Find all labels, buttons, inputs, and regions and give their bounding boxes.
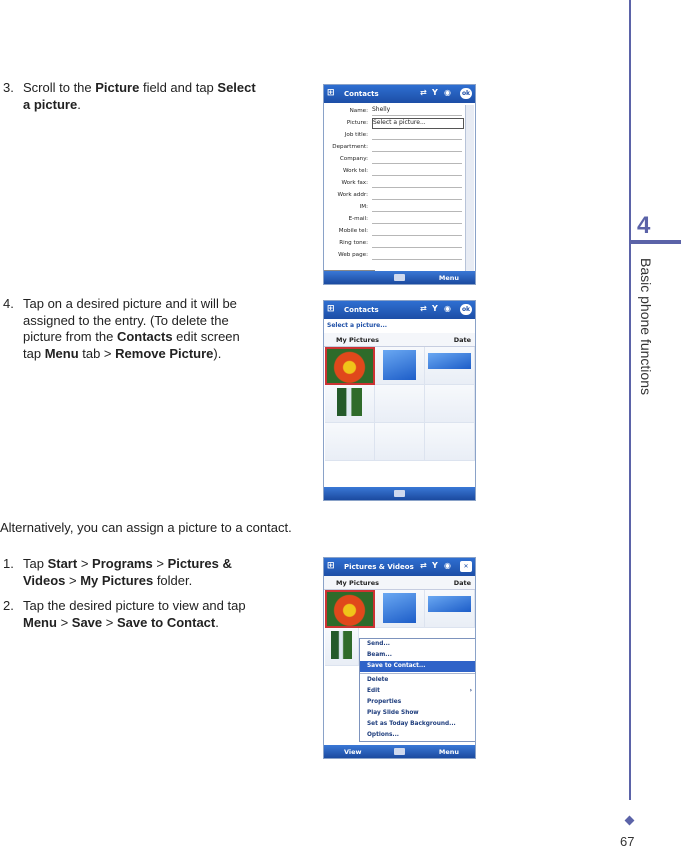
diamond-icon: [625, 816, 635, 826]
menu-item-properties[interactable]: Properties: [367, 699, 402, 705]
step-line: [23, 329, 240, 346]
step-text: assigned to the entry. (To delete the: [23, 312, 229, 328]
menu-item-slideshow[interactable]: Play Slide Show: [367, 710, 419, 716]
chapter-number: 4: [637, 212, 651, 239]
field-input[interactable]: [372, 190, 462, 200]
screen-title: Pictures & Videos: [344, 563, 414, 571]
contact-field-row: [324, 237, 465, 249]
field-label: Mobile tel:: [338, 228, 368, 234]
field-input[interactable]: [372, 166, 462, 176]
thumbnail-blue[interactable]: [375, 347, 425, 385]
thumbnail-blue[interactable]: [375, 590, 425, 628]
step-text: picture from the: [23, 329, 117, 344]
select-picture-link[interactable]: Select a picture...: [327, 322, 388, 329]
contacts-edit-screenshot: [323, 84, 476, 285]
step-text: >: [56, 614, 72, 630]
field-input[interactable]: Select a picture...: [372, 118, 464, 129]
contact-field-row: [324, 201, 465, 213]
step-number: 2.: [3, 598, 14, 613]
thumbnail-flower[interactable]: [325, 347, 375, 385]
contact-field-row: [324, 129, 465, 141]
thumbnail-blue[interactable]: [425, 590, 475, 628]
step-bold-text: Start: [47, 556, 78, 571]
step-bold-text: Programs: [92, 556, 153, 571]
field-label: Web page:: [338, 252, 368, 258]
step-number: 4.: [3, 296, 14, 311]
step-line: [23, 598, 246, 615]
chapter-title: Basic phone functions: [638, 258, 654, 395]
field-input[interactable]: [372, 238, 462, 248]
empty-cell: [425, 385, 475, 423]
field-label: IM:: [359, 204, 368, 210]
folder-dropdown-row: [324, 333, 475, 347]
field-label: E-mail:: [348, 216, 368, 222]
step-text: edit screen: [172, 329, 240, 344]
select-picture-screenshot: [323, 300, 476, 501]
menu-item-set-background[interactable]: Set as Today Background...: [367, 721, 456, 727]
alternatively-text: Alternatively, you can assign a picture to a contact.: [0, 520, 292, 535]
windows-logo-icon: ⊞: [327, 88, 335, 98]
step-line: [23, 80, 256, 97]
pictures-videos-screenshot: [323, 557, 476, 759]
menu-item-beam[interactable]: Beam...: [367, 652, 392, 658]
menu-item-edit[interactable]: [360, 686, 476, 697]
signal-icon: Y: [432, 561, 438, 570]
step-text: tap: [23, 345, 45, 361]
step-text: field and tap: [139, 80, 218, 95]
step-number: 1.: [3, 556, 14, 571]
context-menu: [359, 638, 476, 742]
step-line: [23, 615, 246, 632]
windows-logo-icon: ⊞: [327, 304, 335, 314]
field-input[interactable]: [372, 202, 462, 212]
menu-divider: [360, 673, 476, 674]
screen-title: Contacts: [344, 90, 379, 98]
title-bar: [324, 85, 475, 103]
field-input[interactable]: [372, 214, 462, 224]
field-input[interactable]: [372, 154, 462, 164]
command-bar: [324, 745, 475, 758]
step-bold-text: a picture: [23, 96, 78, 112]
step-text: >: [65, 572, 81, 588]
contact-field-row: [324, 177, 465, 189]
step-text: Scroll to the: [23, 80, 96, 95]
field-input[interactable]: [372, 130, 462, 140]
thumbnail-blue[interactable]: [425, 347, 475, 385]
step-bold-text: Pictures &: [167, 556, 232, 571]
step-text: >: [152, 556, 168, 571]
empty-cell: [375, 385, 425, 423]
connectivity-icon: ⇄: [420, 88, 427, 97]
empty-cell: [375, 423, 425, 461]
step-bold-text: Picture: [95, 80, 140, 95]
menu-item-options[interactable]: Options...: [367, 732, 400, 738]
step-text: ).: [213, 345, 222, 361]
empty-cell: [325, 423, 375, 461]
view-softkey[interactable]: View: [344, 748, 362, 756]
contact-field-row: [324, 213, 465, 225]
step-line: [23, 296, 240, 313]
field-label: Ring tone:: [339, 240, 368, 246]
step-bold-text: Contacts: [116, 329, 173, 344]
contact-field-row: [324, 117, 465, 129]
contact-field-row: [324, 153, 465, 165]
menu-item-send[interactable]: Send...: [367, 641, 390, 647]
empty-cell: [425, 423, 475, 461]
keyboard-icon[interactable]: [394, 274, 405, 281]
menu-item-delete[interactable]: Delete: [367, 677, 389, 683]
menu-softkey[interactable]: Menu: [438, 274, 459, 282]
menu-item-save-to-contact[interactable]: Save to Contact...: [360, 661, 476, 672]
sort-dropdown[interactable]: Date: [453, 579, 471, 587]
field-input[interactable]: [372, 250, 462, 260]
step-bold-text: Menu: [44, 345, 79, 361]
field-label: Company:: [339, 156, 368, 162]
field-label: Picture:: [346, 120, 368, 126]
step-line: [23, 573, 232, 590]
submenu-arrow-icon: ›: [469, 688, 472, 694]
contact-field-row: [324, 165, 465, 177]
volume-icon: ◉: [444, 304, 451, 313]
chapter-bar: [629, 240, 681, 244]
field-input[interactable]: [372, 142, 462, 152]
step-text: folder.: [153, 572, 193, 588]
menu-softkey[interactable]: Menu: [438, 748, 459, 756]
step-bold-text: Remove Picture: [115, 345, 214, 361]
ok-button[interactable]: ok: [461, 90, 471, 97]
menu-item-edit-label: Edit: [367, 688, 380, 694]
command-bar: [324, 487, 475, 500]
thumbnail-waterfall[interactable]: [325, 385, 375, 423]
field-input[interactable]: Shelly: [372, 106, 462, 116]
connectivity-icon: ⇄: [420, 304, 427, 313]
ok-button[interactable]: ok: [461, 306, 471, 313]
thumbnail-waterfall[interactable]: [325, 628, 359, 666]
keyboard-icon[interactable]: [394, 490, 405, 497]
command-bar: [324, 271, 475, 284]
close-icon[interactable]: ✕: [460, 561, 472, 572]
scrollbar[interactable]: [465, 105, 474, 275]
field-label: Work addr:: [337, 192, 368, 198]
keyboard-icon[interactable]: [394, 748, 405, 755]
title-bar: [324, 558, 475, 576]
folder-dropdown[interactable]: My Pictures: [336, 336, 380, 344]
thumbnail-flower[interactable]: [325, 590, 375, 628]
step-text: >: [77, 556, 93, 571]
contact-field-row: [324, 105, 465, 117]
step-bold-text: Save: [71, 614, 103, 630]
field-label: Work fax:: [341, 180, 368, 186]
field-label: Name:: [349, 108, 368, 114]
step-bold-text: Select: [217, 80, 256, 95]
step-text: tab >: [78, 345, 116, 361]
signal-icon: Y: [432, 88, 438, 97]
screen-title: Contacts: [344, 306, 379, 314]
step-bold-text: Save to Contact: [116, 614, 216, 630]
contact-field-row: [324, 225, 465, 237]
connectivity-icon: ⇄: [420, 561, 427, 570]
contact-field-row: [324, 141, 465, 153]
folder-dropdown[interactable]: My Pictures: [336, 579, 380, 587]
sort-dropdown[interactable]: Date: [453, 336, 471, 344]
step-text: Tap the desired picture to view and tap: [23, 598, 246, 613]
step-bold-text: Menu: [23, 614, 57, 630]
field-input[interactable]: [372, 226, 462, 236]
contact-field-row: [324, 189, 465, 201]
field-label: Work tel:: [342, 168, 368, 174]
page-number: 67: [620, 834, 635, 849]
step-line: [23, 313, 240, 330]
contact-field-row: [324, 249, 465, 261]
side-rail: [629, 0, 631, 800]
field-input[interactable]: [372, 178, 462, 188]
title-bar: [324, 301, 475, 319]
folder-dropdown-row: [324, 576, 475, 590]
step-number: 3.: [3, 80, 14, 95]
step-text: Tap on a desired picture and it will be: [23, 296, 237, 311]
step-bold-text: My Pictures: [80, 572, 154, 588]
signal-icon: Y: [432, 304, 438, 313]
step-text: .: [77, 96, 81, 112]
windows-logo-icon: ⊞: [327, 561, 335, 571]
step-text: Tap: [23, 556, 48, 571]
step-bold-text: Videos: [23, 572, 66, 588]
step-line: [23, 556, 232, 573]
volume-icon: ◉: [444, 88, 451, 97]
step-line: [23, 97, 256, 114]
field-label: Department:: [332, 144, 368, 150]
volume-icon: ◉: [444, 561, 451, 570]
step-text: .: [215, 614, 219, 630]
step-text: >: [102, 614, 117, 630]
field-label: Job title:: [344, 132, 368, 138]
step-line: [23, 346, 240, 363]
